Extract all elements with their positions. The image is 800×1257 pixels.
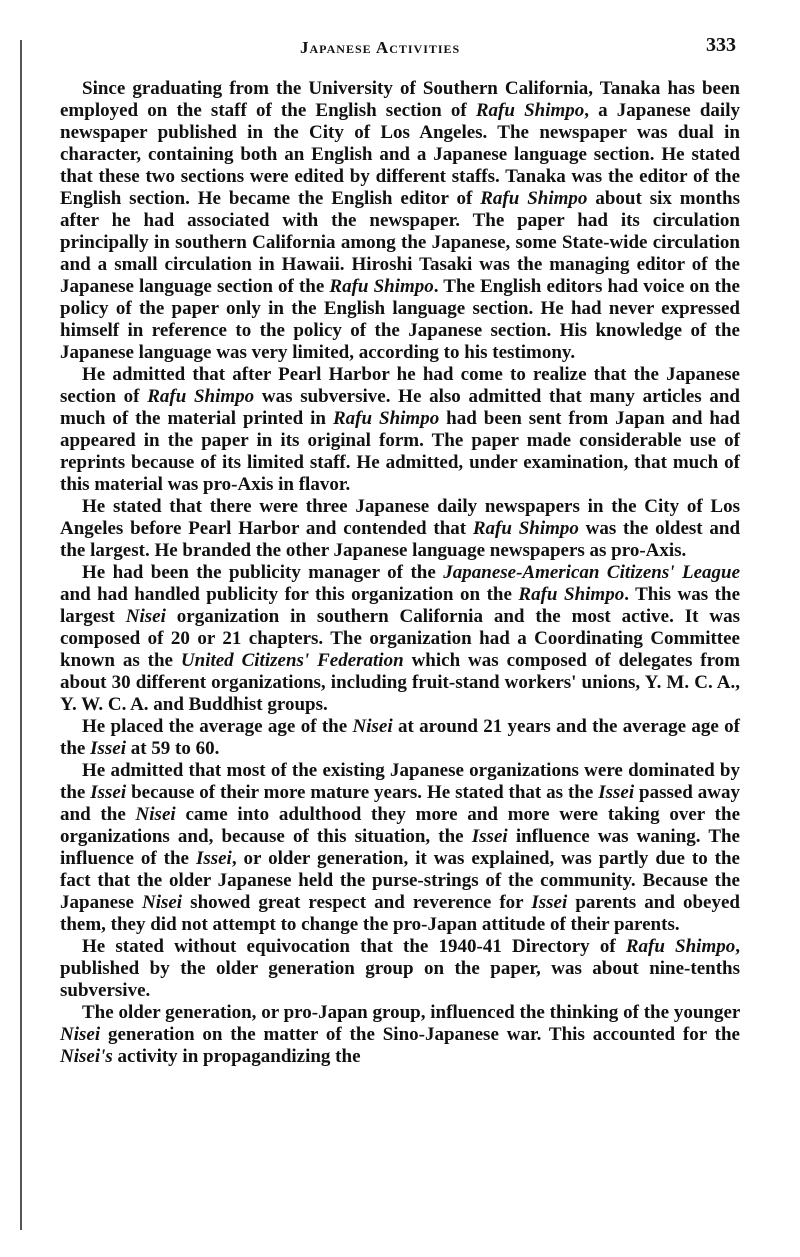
page-number: 333 — [706, 34, 736, 56]
text-run: He admitted that after Pearl Harbor he had come to realize that the Japanese section of — [60, 364, 740, 407]
italic-term: Rafu Shimpo — [518, 584, 625, 605]
italic-term: Nisei — [141, 892, 183, 913]
paragraph — [60, 78, 740, 364]
italic-term: Rafu Shimpo — [480, 188, 588, 209]
text-run: . This was the largest — [60, 584, 741, 627]
italic-term: Issei — [195, 848, 232, 869]
text-run: about six months after he had associated with the newspaper. The paper had its circulation principally in southern California among the Japanese, some State-wide circulation and a small circulation in Hawaii. Hiroshi Tasaki was the managing editor of the Japanese language section of the — [60, 188, 740, 297]
italic-term: Issei — [90, 782, 127, 803]
text-run: . The English editors had voice on the policy of the paper only in the English language section. He had never expressed himself in reference to the policy of the Japanese section. His knowledge of the Japanese language was very limited, according to his testimony. — [60, 276, 740, 363]
paragraph — [60, 716, 740, 760]
text-run: Since graduating from the University of Southern California, Tanaka has been employed on the staff of the English section of — [60, 78, 740, 121]
text-run: influence was waning. The influence of the — [60, 826, 740, 869]
text-run: at around 21 years and the average age of the — [60, 716, 740, 759]
italic-term: Nisei — [60, 1024, 101, 1045]
text-run: was subversive. He also admitted that many articles and much of the material printed in — [60, 386, 740, 429]
italic-term: Issei — [531, 892, 568, 913]
text-run: , published by the older generation group on the paper, was about nine-tenths subversive. — [60, 936, 740, 1001]
italic-term: Nisei — [125, 606, 166, 627]
text-run: passed away and the — [60, 782, 741, 825]
text-run: came into adulthood they more and more were taking over the organizations and, because of this situation, the — [60, 804, 740, 847]
italic-term: Issei — [598, 782, 635, 803]
paragraph — [60, 760, 740, 936]
page-header-title: Japanese Activities — [300, 38, 461, 57]
italic-term: Nisei — [135, 804, 176, 825]
text-run: He had been the publicity manager of the — [82, 562, 444, 583]
italic-term: Japanese-American Citizens' League — [443, 562, 741, 583]
text-run: He admitted that most of the existing Japanese organizations were dominated by the — [60, 760, 740, 803]
text-run: , a Japanese daily newspaper published in the City of Los Angeles. The newspaper was dual in character, containing both an English and a Japanese language section. He stated that these two sections were edited by different staffs. Tanaka was the editor of the English section. He became the English editor of — [60, 100, 740, 209]
italic-term: Issei — [471, 826, 508, 847]
italic-term: Nisei's — [60, 1046, 113, 1067]
text-run: He placed the average age of the — [82, 716, 353, 737]
text-run: and had handled publicity for this organization on the — [60, 584, 519, 605]
italic-term: Rafu Shimpo — [475, 100, 585, 121]
text-run: organization in southern California and the most active. It was composed of 20 or 21 chapters. The organization had a Coordinating Committee known as the — [60, 606, 740, 671]
paragraph — [60, 364, 740, 496]
paragraph — [60, 496, 740, 562]
text-run: generation on the matter of the Sino-Japanese war. This accounted for the — [100, 1024, 740, 1045]
text-run: because of their more mature years. He stated that as the — [126, 782, 599, 803]
paragraph — [60, 936, 740, 1002]
paragraph — [60, 562, 740, 716]
italic-term: Rafu Shimpo — [625, 936, 736, 957]
text-run: He stated that there were three Japanese daily newspapers in the City of Los Angeles before Pearl Harbor and contended that — [60, 496, 740, 539]
running-head — [0, 34, 800, 62]
italic-term: Rafu Shimpo — [329, 276, 434, 297]
text-run: The older generation, or pro-Japan group, influenced the thinking of the younger — [82, 1002, 740, 1023]
italic-term: United Citizens' Federation — [180, 650, 404, 671]
italic-term: Rafu Shimpo — [147, 386, 255, 407]
text-run: activity in propagandizing the — [112, 1046, 361, 1067]
italic-term: Rafu Shimpo — [472, 518, 579, 539]
text-run: was the oldest and the largest. He branded the other Japanese language newspapers as pro-Axis. — [60, 518, 741, 561]
paragraph — [60, 1002, 740, 1068]
text-run: at 59 to 60. — [125, 738, 220, 759]
text-run: showed great respect and reverence for — [182, 892, 532, 913]
text-run: , or older generation, it was explained, was partly due to the fact that the older Japanese held the purse-strings of the community. Because the Japanese — [60, 848, 740, 913]
text-run: had been sent from Japan and had appeared in the paper in its original form. The paper made considerable use of reprints because of its limited staff. He admitted, under examination, that much of this material was pro-Axis in flavor. — [60, 408, 740, 495]
italic-term: Rafu Shimpo — [332, 408, 440, 429]
text-run: which was composed of delegates from about 30 different organizations, including fruit-stand workers' unions, Y. M. C. A., Y. W. C. A. and Buddhist groups. — [60, 650, 740, 715]
italic-term: Nisei — [352, 716, 393, 737]
page-margin-rule — [20, 40, 22, 1230]
italic-term: Issei — [90, 738, 126, 759]
text-run: He stated without equivocation that the 1940-41 Directory of — [82, 936, 626, 957]
text-run: parents and obeyed them, they did not attempt to change the pro-Japan attitude of their parents. — [60, 892, 740, 935]
body-text — [60, 78, 740, 1068]
